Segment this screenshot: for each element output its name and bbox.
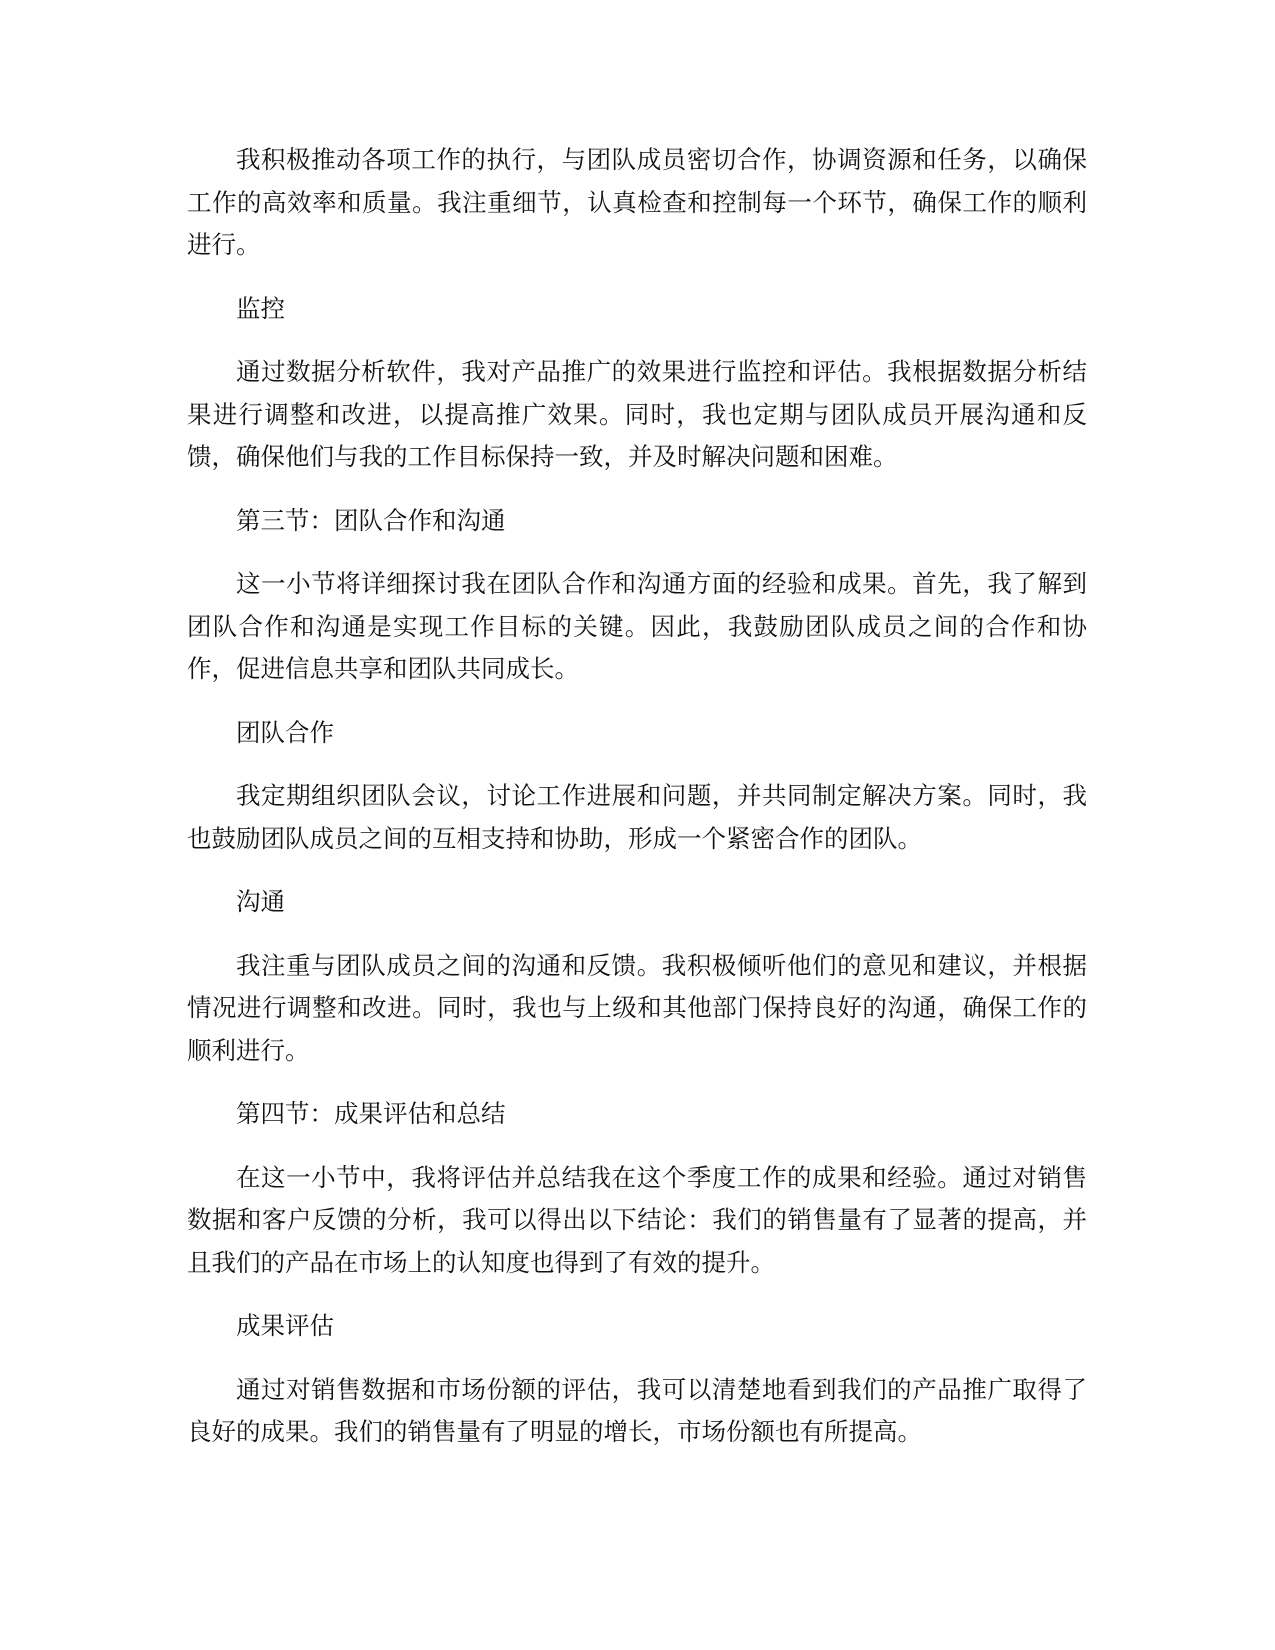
heading-communication: 沟通 [236, 887, 285, 916]
paragraph-section-three: 这一小节将详细探讨我在团队合作和沟通方面的经验和成果。首先，我了解到团队合作和沟通是实现工作目标的关键。因此，我鼓励团队成员之间的合作和协作，促进信息共享和团队共同成长。 [187, 569, 1087, 683]
heading-section-three: 第三节：团队合作和沟通 [236, 505, 506, 535]
paragraph-results-evaluation: 通过对销售数据和市场份额的评估，我可以清楚地看到我们的产品推广取得了良好的成果。我们的销售量有了明显的增长，市场份额也有所提高。 [187, 1374, 1087, 1446]
paragraph-section-four: 在这一小节中，我将评估并总结我在这个季度工作的成果和经验。通过对销售数据和客户反馈的分析，我可以得出以下结论：我们的销售量有了显著的提高，并且我们的产品在市场上的认知度也得到了有效的提升。 [187, 1162, 1087, 1277]
heading-monitoring: 监控 [236, 293, 285, 323]
paragraph-execution: 我积极推动各项工作的执行，与团队成员密切合作，协调资源和任务，以确保工作的高效率和质量。我注重细节，认真检查和控制每一个环节，确保工作的顺利进行。 [187, 145, 1087, 259]
paragraph-monitoring: 通过数据分析软件，我对产品推广的效果进行监控和评估。我根据数据分析结果进行调整和改进，以提高推广效果。同时，我也定期与团队成员开展沟通和反馈，确保他们与我的工作目标保持一致，并及时解决问题和困难。 [187, 357, 1087, 471]
heading-teamwork: 团队合作 [236, 717, 334, 747]
paragraph-teamwork: 我定期组织团队会议，讨论工作进展和问题，并共同制定解决方案。同时，我也鼓励团队成员之间的互相支持和协助，形成一个紧密合作的团队。 [187, 781, 1087, 853]
paragraph-communication: 我注重与团队成员之间的沟通和反馈。我积极倾听他们的意见和建议，并根据情况进行调整和改进。同时，我也与上级和其他部门保持良好的沟通，确保工作的顺利进行。 [187, 950, 1087, 1065]
document-page [187, 139, 1087, 1454]
heading-results-evaluation: 成果评估 [236, 1311, 334, 1340]
heading-section-four: 第四节：成果评估和总结 [236, 1099, 506, 1128]
